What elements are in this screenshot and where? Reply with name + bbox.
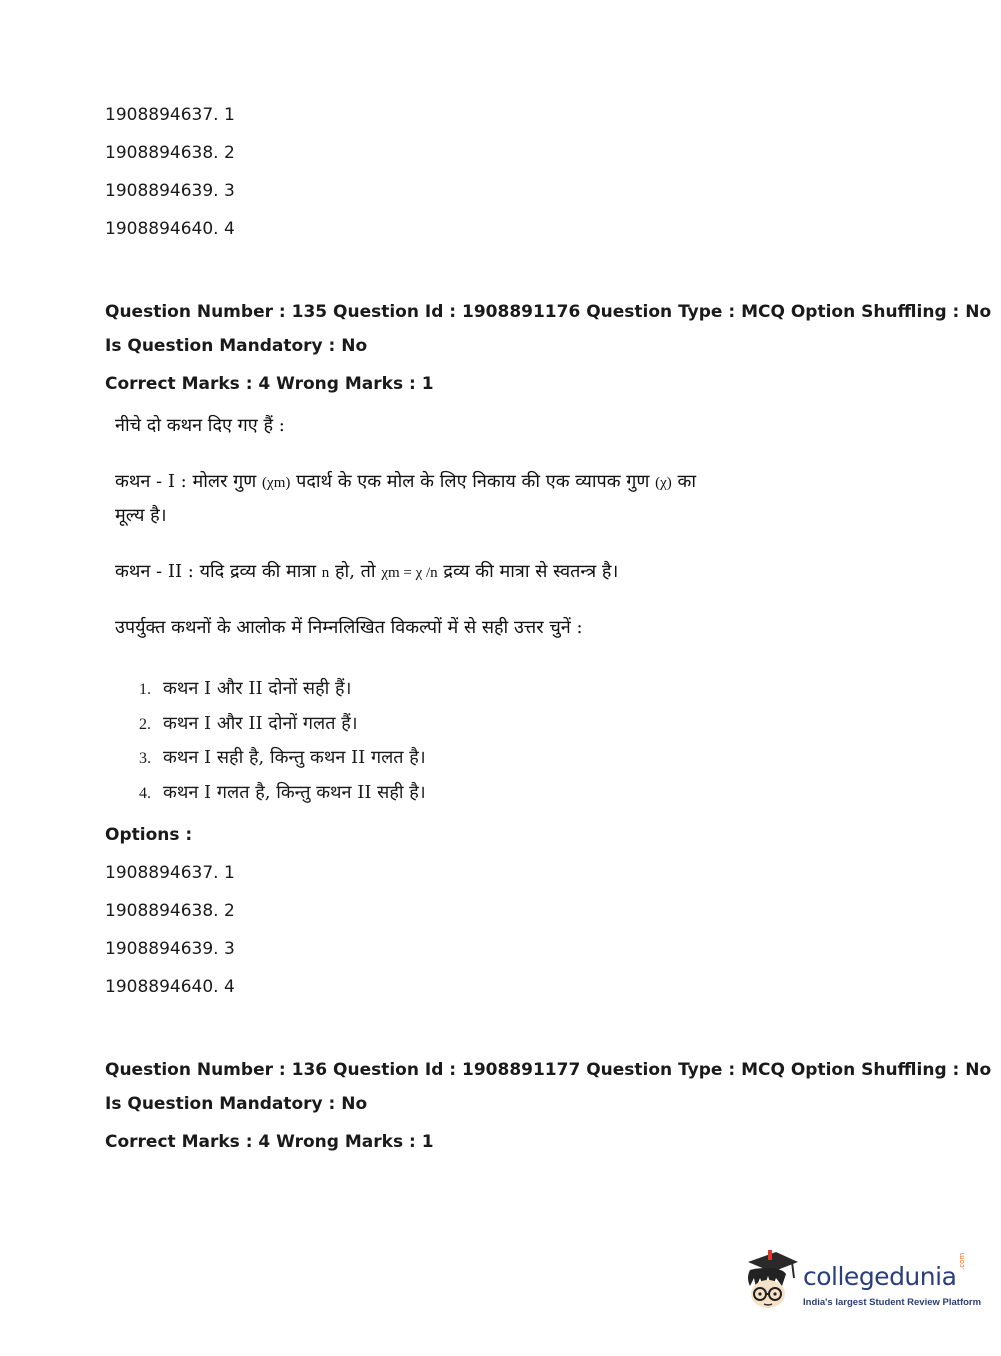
option-label: 2 bbox=[223, 143, 235, 163]
option-label: 1 bbox=[223, 105, 235, 125]
option-label: 4 bbox=[223, 219, 235, 239]
collegedunia-logo[interactable] bbox=[742, 1248, 982, 1316]
option-line: 1908894638. 2 bbox=[105, 143, 235, 163]
answer-choice: 4. कथन I गलत है, किन्तु कथन II सही है। bbox=[139, 781, 426, 803]
option-line: 1908894637. 1 bbox=[105, 863, 235, 883]
statement-one: कथन - I : मोलर गुण (χm) पदार्थ के एक मोल के लिए निकाय की एक व्यापक गुण (χ) का bbox=[115, 471, 697, 492]
question-intro: नीचे दो कथन दिए गए हैं : bbox=[115, 415, 285, 436]
option-id: 1908894638 bbox=[105, 143, 214, 163]
symbol-equation: χm = χ /n bbox=[381, 565, 438, 581]
question-marks: Correct Marks : 4 Wrong Marks : 1 bbox=[105, 1132, 434, 1152]
option-id: 1908894637 bbox=[105, 863, 214, 883]
answer-choice: 3. कथन I सही है, किन्तु कथन II गलत है। bbox=[139, 747, 426, 768]
symbol-molar-property: (χm) bbox=[262, 475, 291, 491]
mascot-icon bbox=[742, 1248, 800, 1310]
question-instruction: उपर्युक्त कथनों के आलोक में निम्नलिखित विकल्पों में से सही उत्तर चुनें : bbox=[115, 617, 583, 638]
logo-tagline: India's largest Student Review Platform bbox=[803, 1297, 982, 1308]
option-line: 1908894640. 4 bbox=[105, 977, 235, 997]
answer-choices bbox=[139, 672, 426, 810]
answer-choice: 2. कथन I और II दोनों गलत हैं। bbox=[139, 712, 358, 734]
option-id: 1908894640 bbox=[105, 977, 214, 997]
option-id: 1908894637 bbox=[105, 105, 214, 125]
option-label: 3 bbox=[223, 939, 235, 959]
option-label: 3 bbox=[223, 181, 235, 201]
symbol-property: (χ) bbox=[655, 475, 672, 491]
option-label: 4 bbox=[223, 977, 235, 997]
option-line: 1908894637. 1 bbox=[105, 105, 235, 125]
question-header: Question Number : 135 Question Id : 1908891176 Question Type : MCQ Option Shuffling : No bbox=[105, 302, 992, 322]
options-heading: Options : bbox=[105, 825, 193, 845]
question-marks: Correct Marks : 4 Wrong Marks : 1 bbox=[105, 374, 434, 394]
option-id: 1908894640 bbox=[105, 219, 214, 239]
statement-one-continued: मूल्य है। bbox=[115, 505, 167, 526]
option-id: 1908894639 bbox=[105, 939, 214, 959]
answer-choice: 1. कथन I और II दोनों सही हैं। bbox=[139, 678, 352, 699]
option-line: 1908894640. 4 bbox=[105, 219, 235, 239]
logo-wordmark: collegedunia bbox=[803, 1262, 957, 1291]
option-label: 2 bbox=[223, 901, 235, 921]
question-header: Question Number : 136 Question Id : 1908891177 Question Type : MCQ Option Shuffling : No bbox=[105, 1060, 992, 1080]
option-line: 1908894639. 3 bbox=[105, 939, 235, 959]
question-mandatory: Is Question Mandatory : No bbox=[105, 336, 368, 356]
option-id: 1908894638 bbox=[105, 901, 214, 921]
statement-two: कथन - II : यदि द्रव्य की मात्रा n हो, तो χm = χ /n द्रव्य की मात्रा से स्वतन्त्र है। bbox=[115, 561, 619, 582]
logo-domain: .com bbox=[958, 1252, 966, 1270]
option-id: 1908894639 bbox=[105, 181, 214, 201]
option-line: 1908894638. 2 bbox=[105, 901, 235, 921]
option-line: 1908894639. 3 bbox=[105, 181, 235, 201]
question-mandatory: Is Question Mandatory : No bbox=[105, 1094, 368, 1114]
option-label: 1 bbox=[223, 863, 235, 883]
